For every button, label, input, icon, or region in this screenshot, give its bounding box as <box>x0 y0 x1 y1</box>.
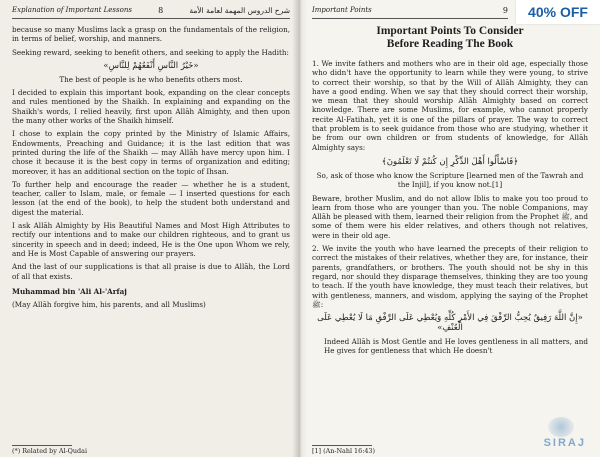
right-footnote-rule <box>312 445 372 446</box>
right-arabic-verse: ﴿فَاسْأَلُوا أَهْلَ الذِّكْرِ إِن كُنتُمْ لَا تَعْلَمُونَ﴾ <box>381 156 519 167</box>
left-paragraph-4: I decided to explain this important book, expanding on the clear concepts and rules mentioned by the Shaikh. In explaining and expanding on the Shaikh's words, I relied heavily, first upon Allāh Almighty, and then upon the many other works of the Shaikh himself. <box>12 88 290 126</box>
left-header-arabic: شرح الدروس المهمة لعامة الأمة <box>189 5 290 15</box>
signature-prayer: (May Allāh forgive him, his parents, and all Muslims) <box>12 300 206 310</box>
right-paragraph-3: Beware, brother Muslim, and do not allow Iblis to make you too proud to learn from those who are younger than you. The noble Companions, may Allāh be pleased with them, learned their religion from the Prophet ﷺ, and some of them were his elder relatives, and others though not relatives, were in their old age. <box>312 193 588 240</box>
watermark-logo-icon <box>548 417 574 437</box>
right-footnote <box>312 445 375 455</box>
book-spine-shadow <box>292 0 308 457</box>
left-paragraph-6: To further help and encourage the reader — whether he is a student, teacher, caller to Islam, male, or female — I inserted questions for each lesson (at the end of the book), to help the student both understand and digest the material. <box>12 179 290 217</box>
right-arabic-hadith: «إِنَّ اللَّهَ رَفِيقٌ يُحِبُّ الرِّفْقَ فِي الأَمْرِ كُلِّهِ وَيُعْطِي عَلَى الرِّفْقِ مَا لَا يُعْطِي عَلَى الْعُنْفِ» <box>317 313 583 334</box>
left-paragraph-2: Seeking reward, seeking to benefit others, and seeking to apply the Hadith: <box>12 47 289 57</box>
left-footnote-text: (*) Related by Al-Qudai <box>12 447 87 455</box>
right-paragraph-5: Indeed Allāh is Most Gentle and He loves gentleness in all matters, and He gives for gentleness that which He doesn't <box>324 337 588 356</box>
left-footnote-rule <box>12 445 72 446</box>
left-paragraph-3: The best of people is he who benefits others most. <box>59 74 243 84</box>
right-header-title: Important Points <box>312 6 372 14</box>
right-paragraph-1: 1. We invite fathers and mothers who are in their old age, especially those who didn't have the opportunity to learn while they were young, to strive to correct their worship, so that by the Will of Allāh Almighty, they can have a good ending. When we say that they should correct their worship, we mean that they should worship Allāh Almighty based on correct knowledge. There are some Muslims, for example, who cannot properly recite Al-Fatihah, yet it is one of the pillars of prayer. The way to correct that problem is to seek guidance from those who are studying, whether it be from our own children or from students of knowledge, for Allāh Almighty says: <box>312 59 588 152</box>
right-paragraph-4: 2. We invite the youth who have learned the precepts of their religion to correct the mistakes of their relatives, whether they are, for instance, their parents, grandfathers, or brothers. The youth should not be shy in this regard, nor should they disparage themselves, thinking they are too young to teach. If the youth have knowledge, they must teach their relatives, but with gentleness, manners, and wisdom, applying the saying of the Prophet ﷺ: <box>312 244 588 309</box>
left-page-header <box>12 4 290 19</box>
left-paragraph-1: because so many Muslims lack a grasp on the fundamentals of the religion, in terms of belief, worship, and manners. <box>12 25 290 44</box>
left-header-title: Explanation of Important Lessons <box>12 6 132 14</box>
right-paragraph-2: So, ask of those who know the Scripture [learned men of the Tawrah and the Injil], if you know not.[1] <box>316 170 584 190</box>
right-page <box>300 0 600 457</box>
left-footnote <box>12 445 87 455</box>
section-title <box>312 25 588 51</box>
left-paragraph-5: I chose to explain the copy printed by the Ministry of Islamic Affairs, Endowments, Preaching and Guidance; it is the last edition that was printed during the life of the Shaikh — may Allāh have mercy upon him. I chose it because it is the best copy in terms of organization and editing; moreover, it has an additional section on the topic of Ihsan. <box>12 129 290 176</box>
discount-badge: 40% OFF <box>516 0 600 24</box>
right-page-header <box>312 4 508 19</box>
section-title-line-2: Before Reading The Book <box>386 38 514 50</box>
right-footnote-text: [1] (An-Nahl 16:43) <box>312 447 375 455</box>
left-arabic-hadith: «خَيْرُ النَّاسِ أَنْفَعُهُمْ لِلنَّاسِ» <box>103 60 199 71</box>
signature-name: Muhammad bin 'Ali Al-'Arfaj <box>12 286 127 296</box>
section-title-line-1: Important Points To Consider <box>376 25 524 37</box>
right-page-number: 9 <box>502 5 508 15</box>
watermark-text: SIRAJ <box>543 437 586 449</box>
left-paragraph-7: I ask Allāh Almighty by His Beautiful Names and Most High Attributes to rectify our intentions and to make our children righteous, and to grant us sincerity in speech and in deed; indeed, He is the One upon Whom we rely, and He is Most Capable of answering our prayers. <box>12 221 290 258</box>
left-page-number: 8 <box>158 5 164 15</box>
left-paragraph-8: And the last of our supplications is that all praise is due to Allāh, the Lord of all that exists. <box>12 262 290 281</box>
